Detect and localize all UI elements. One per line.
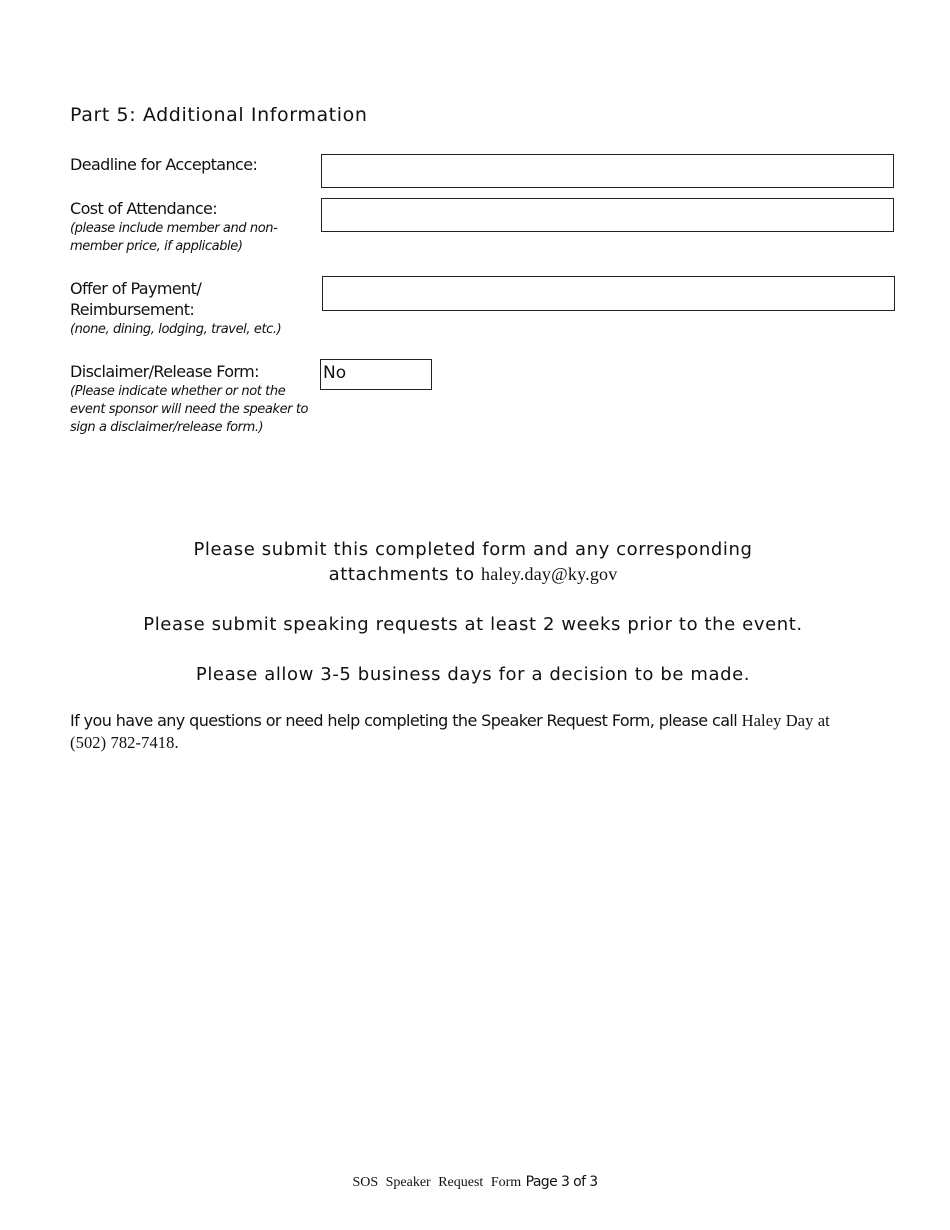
contact-prefix: If you have any questions or need help completing the Speaker Request Form, please call (70, 711, 738, 730)
section-title: Part 5: Additional Information (70, 104, 368, 126)
submit-line1: Please submit this completed form and any corresponding (193, 539, 753, 560)
footer-page-number: Page 3 of 3 (525, 1174, 598, 1190)
disclaimer-label-text: Disclaimer/Release Form: (70, 362, 259, 381)
payment-label (70, 278, 282, 339)
submit-line2-prefix: attachments to (328, 564, 475, 585)
footer-form-name: SOS Speaker Request Form (352, 1175, 522, 1190)
page-footer (0, 1174, 950, 1191)
deadline-label (70, 154, 315, 175)
decision-instruction: Please allow 3-5 business days for a decision to be made. (195, 664, 751, 685)
cost-label (70, 198, 315, 256)
deadline-field[interactable] (321, 154, 894, 188)
payment-field[interactable] (322, 276, 895, 311)
contact-paragraph (70, 710, 870, 754)
cost-label-text: Cost of Attendance: (70, 199, 218, 218)
disclaimer-note: (Please indicate whether or not the event sponsor will need the speaker to sign a disclaimer/release form.) (70, 384, 309, 435)
submit-instructions (0, 537, 946, 587)
cost-field[interactable] (321, 198, 894, 232)
submit-email: haley.day@ky.gov (481, 564, 618, 584)
timing-instruction: Please submit speaking requests at least 2 weeks prior to the event. (143, 614, 803, 635)
disclaimer-label (70, 361, 315, 437)
cost-note: (please include member and non-member price, if applicable) (70, 221, 278, 254)
payment-label-text: Offer of Payment/ Reimbursement: (70, 279, 202, 319)
contact-info: Haley Day at (502) 782-7418. (70, 711, 830, 752)
disclaimer-field[interactable]: No (320, 359, 432, 390)
payment-note: (none, dining, lodging, travel, etc.) (70, 322, 282, 337)
deadline-label-text: Deadline for Acceptance: (70, 155, 258, 174)
submit-line2 (0, 562, 946, 587)
